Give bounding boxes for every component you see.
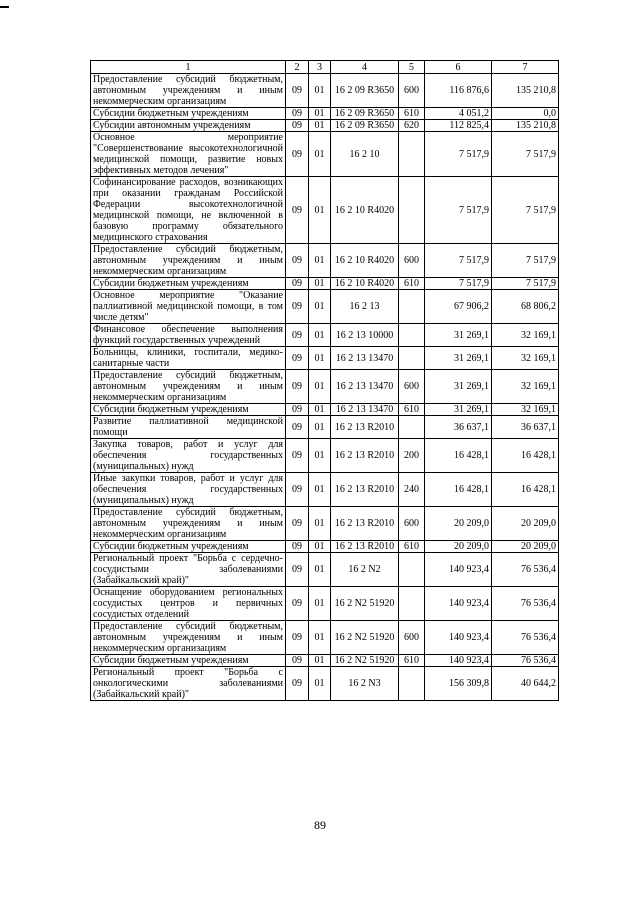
row-name-cell: Предоставление субсидий бюджетным, автономным учреждениям и иным некоммерческим организациям	[91, 244, 286, 278]
row-name-cell: Предоставление субсидий бюджетным, автономным учреждениям и иным некоммерческим организациям	[91, 621, 286, 655]
scan-edge-mark	[0, 6, 9, 8]
subsection-code-cell: 01	[309, 553, 331, 587]
expense-type-cell	[399, 587, 425, 621]
table-row	[91, 290, 559, 324]
table-row	[91, 404, 559, 416]
amount-year1-cell: 16 428,1	[425, 473, 492, 507]
target-article-cell: 16 2 10 R4020	[331, 244, 399, 278]
expense-type-cell	[399, 177, 425, 244]
target-article-cell: 16 2 13	[331, 290, 399, 324]
amount-year1-cell: 7 517,9	[425, 132, 492, 177]
subsection-code-cell: 01	[309, 439, 331, 473]
amount-year1-cell: 31 269,1	[425, 324, 492, 347]
row-name-cell: Оснащение оборудованием региональных сосудистых центров и первичных сосудистых отделений	[91, 587, 286, 621]
target-article-cell: 16 2 13 R2010	[331, 416, 399, 439]
amount-year2-cell: 7 517,9	[492, 278, 559, 290]
row-name-cell: Софинансирование расходов, возникающих при оказании гражданам Российской Федерации высокотехнологичной медицинской помощи, не включенной в базовую программу обязательного медицинского страхования	[91, 177, 286, 244]
section-code-cell: 09	[286, 473, 309, 507]
page-number: 89	[314, 818, 326, 832]
target-article-cell: 16 2 13 10000	[331, 324, 399, 347]
row-name-cell: Основное мероприятие "Совершенствование высокотехнологичной медицинской помощи, развитие новых эффективных методов лечения"	[91, 132, 286, 177]
section-code-cell: 09	[286, 244, 309, 278]
section-code-cell: 09	[286, 74, 309, 108]
table-row	[91, 655, 559, 667]
table-row	[91, 324, 559, 347]
target-article-cell: 16 2 N3	[331, 667, 399, 701]
subsection-code-cell: 01	[309, 278, 331, 290]
amount-year2-cell: 7 517,9	[492, 244, 559, 278]
row-name-cell: Субсидии бюджетным учреждениям	[91, 404, 286, 416]
row-name-cell: Региональный проект "Борьба с онкологическими заболеваниями (Забайкальский край)"	[91, 667, 286, 701]
subsection-code-cell: 01	[309, 507, 331, 541]
table-row	[91, 278, 559, 290]
amount-year1-cell: 140 923,4	[425, 655, 492, 667]
table-row	[91, 507, 559, 541]
expense-type-cell: 620	[399, 120, 425, 132]
amount-year2-cell: 20 209,0	[492, 541, 559, 553]
amount-year2-cell: 20 209,0	[492, 507, 559, 541]
row-name-cell: Предоставление субсидий бюджетным, автономным учреждениям и иным некоммерческим организациям	[91, 74, 286, 108]
column-header: 2	[286, 61, 309, 74]
expense-type-cell: 600	[399, 507, 425, 541]
amount-year1-cell: 7 517,9	[425, 278, 492, 290]
table-row	[91, 439, 559, 473]
expense-type-cell: 610	[399, 404, 425, 416]
section-code-cell: 09	[286, 553, 309, 587]
table-row	[91, 370, 559, 404]
row-name-cell: Больницы, клиники, госпитали, медико-санитарные части	[91, 347, 286, 370]
expense-type-cell	[399, 347, 425, 370]
amount-year1-cell: 31 269,1	[425, 404, 492, 416]
subsection-code-cell: 01	[309, 177, 331, 244]
section-code-cell: 09	[286, 132, 309, 177]
subsection-code-cell: 01	[309, 473, 331, 507]
subsection-code-cell: 01	[309, 587, 331, 621]
target-article-cell: 16 2 09 R3650	[331, 120, 399, 132]
row-name-cell: Субсидии бюджетным учреждениям	[91, 655, 286, 667]
subsection-code-cell: 01	[309, 541, 331, 553]
row-name-cell: Иные закупки товаров, работ и услуг для обеспечения государственных (муниципальных) нужд	[91, 473, 286, 507]
row-name-cell: Субсидии бюджетным учреждениям	[91, 278, 286, 290]
amount-year1-cell: 156 309,8	[425, 667, 492, 701]
amount-year1-cell: 31 269,1	[425, 370, 492, 404]
table-row	[91, 553, 559, 587]
row-name-cell: Финансовое обеспечение выполнения функций государственных учреждений	[91, 324, 286, 347]
section-code-cell: 09	[286, 108, 309, 120]
target-article-cell: 16 2 N2 51920	[331, 621, 399, 655]
table-row	[91, 244, 559, 278]
subsection-code-cell: 01	[309, 132, 331, 177]
amount-year2-cell: 76 536,4	[492, 621, 559, 655]
amount-year2-cell: 32 169,1	[492, 370, 559, 404]
amount-year2-cell: 135 210,8	[492, 120, 559, 132]
expense-type-cell	[399, 290, 425, 324]
section-code-cell: 09	[286, 621, 309, 655]
target-article-cell: 16 2 13 R2010	[331, 473, 399, 507]
amount-year2-cell: 76 536,4	[492, 587, 559, 621]
section-code-cell: 09	[286, 324, 309, 347]
expense-type-cell: 600	[399, 74, 425, 108]
target-article-cell: 16 2 13 R2010	[331, 439, 399, 473]
target-article-cell: 16 2 09 R3650	[331, 74, 399, 108]
amount-year1-cell: 112 825,4	[425, 120, 492, 132]
column-header: 7	[492, 61, 559, 74]
target-article-cell: 16 2 10	[331, 132, 399, 177]
table-row	[91, 667, 559, 701]
amount-year1-cell: 31 269,1	[425, 347, 492, 370]
amount-year1-cell: 140 923,4	[425, 553, 492, 587]
section-code-cell: 09	[286, 416, 309, 439]
expense-type-cell: 610	[399, 278, 425, 290]
section-code-cell: 09	[286, 507, 309, 541]
amount-year1-cell: 20 209,0	[425, 541, 492, 553]
section-code-cell: 09	[286, 439, 309, 473]
table-row	[91, 416, 559, 439]
section-code-cell: 09	[286, 541, 309, 553]
subsection-code-cell: 01	[309, 621, 331, 655]
row-name-cell: Субсидии бюджетным учреждениям	[91, 108, 286, 120]
expense-type-cell	[399, 416, 425, 439]
amount-year1-cell: 116 876,6	[425, 74, 492, 108]
amount-year1-cell: 7 517,9	[425, 244, 492, 278]
section-code-cell: 09	[286, 177, 309, 244]
table-row	[91, 621, 559, 655]
amount-year2-cell: 0,0	[492, 108, 559, 120]
row-name-cell: Предоставление субсидий бюджетным, автономным учреждениям и иным некоммерческим организациям	[91, 507, 286, 541]
subsection-code-cell: 01	[309, 347, 331, 370]
table-row	[91, 120, 559, 132]
expense-type-cell: 600	[399, 244, 425, 278]
table-row	[91, 177, 559, 244]
amount-year1-cell: 36 637,1	[425, 416, 492, 439]
target-article-cell: 16 2 N2 51920	[331, 655, 399, 667]
column-header: 1	[91, 61, 286, 74]
amount-year2-cell: 16 428,1	[492, 439, 559, 473]
target-article-cell: 16 2 13 R2010	[331, 507, 399, 541]
target-article-cell: 16 2 09 R3650	[331, 108, 399, 120]
column-header: 3	[309, 61, 331, 74]
table-row	[91, 132, 559, 177]
subsection-code-cell: 01	[309, 655, 331, 667]
target-article-cell: 16 2 13 R2010	[331, 541, 399, 553]
subsection-code-cell: 01	[309, 244, 331, 278]
amount-year1-cell: 20 209,0	[425, 507, 492, 541]
column-header: 4	[331, 61, 399, 74]
target-article-cell: 16 2 N2 51920	[331, 587, 399, 621]
expense-type-cell: 600	[399, 370, 425, 404]
amount-year1-cell: 140 923,4	[425, 621, 492, 655]
section-code-cell: 09	[286, 404, 309, 416]
row-name-cell: Региональный проект "Борьба с сердечно-сосудистыми заболеваниями (Забайкальский край)"	[91, 553, 286, 587]
section-code-cell: 09	[286, 278, 309, 290]
expense-type-cell: 610	[399, 108, 425, 120]
subsection-code-cell: 01	[309, 416, 331, 439]
expense-type-cell: 200	[399, 439, 425, 473]
amount-year2-cell: 32 169,1	[492, 324, 559, 347]
expense-type-cell: 610	[399, 655, 425, 667]
row-name-cell: Развитие паллиативной медицинской помощи	[91, 416, 286, 439]
header-row	[91, 61, 559, 74]
section-code-cell: 09	[286, 655, 309, 667]
expense-type-cell	[399, 132, 425, 177]
section-code-cell: 09	[286, 347, 309, 370]
table-row	[91, 541, 559, 553]
expense-type-cell: 240	[399, 473, 425, 507]
target-article-cell: 16 2 10 R4020	[331, 177, 399, 244]
table-row	[91, 473, 559, 507]
target-article-cell: 16 2 N2	[331, 553, 399, 587]
table-row	[91, 587, 559, 621]
subsection-code-cell: 01	[309, 370, 331, 404]
row-name-cell: Субсидии автономным учреждениям	[91, 120, 286, 132]
row-name-cell: Предоставление субсидий бюджетным, автономным учреждениям и иным некоммерческим организациям	[91, 370, 286, 404]
subsection-code-cell: 01	[309, 108, 331, 120]
column-header: 5	[399, 61, 425, 74]
subsection-code-cell: 01	[309, 290, 331, 324]
amount-year1-cell: 67 906,2	[425, 290, 492, 324]
target-article-cell: 16 2 13 13470	[331, 370, 399, 404]
amount-year2-cell: 68 806,2	[492, 290, 559, 324]
amount-year2-cell: 36 637,1	[492, 416, 559, 439]
expense-type-cell	[399, 553, 425, 587]
expense-type-cell	[399, 667, 425, 701]
target-article-cell: 16 2 13 13470	[331, 404, 399, 416]
row-name-cell: Субсидии бюджетным учреждениям	[91, 541, 286, 553]
amount-year2-cell: 7 517,9	[492, 132, 559, 177]
subsection-code-cell: 01	[309, 74, 331, 108]
row-name-cell: Основное мероприятие "Оказание паллиативной медицинской помощи, в том числе детям"	[91, 290, 286, 324]
table-row	[91, 347, 559, 370]
amount-year2-cell: 76 536,4	[492, 655, 559, 667]
subsection-code-cell: 01	[309, 120, 331, 132]
amount-year2-cell: 32 169,1	[492, 347, 559, 370]
amount-year1-cell: 7 517,9	[425, 177, 492, 244]
amount-year2-cell: 76 536,4	[492, 553, 559, 587]
table-row	[91, 108, 559, 120]
amount-year2-cell: 7 517,9	[492, 177, 559, 244]
subsection-code-cell: 01	[309, 667, 331, 701]
row-name-cell: Закупка товаров, работ и услуг для обеспечения государственных (муниципальных) нужд	[91, 439, 286, 473]
budget-table	[90, 60, 559, 701]
section-code-cell: 09	[286, 120, 309, 132]
amount-year2-cell: 135 210,8	[492, 74, 559, 108]
section-code-cell: 09	[286, 290, 309, 324]
amount-year1-cell: 16 428,1	[425, 439, 492, 473]
table-row	[91, 74, 559, 108]
section-code-cell: 09	[286, 370, 309, 404]
expense-type-cell: 610	[399, 541, 425, 553]
amount-year2-cell: 32 169,1	[492, 404, 559, 416]
expense-type-cell	[399, 324, 425, 347]
column-header: 6	[425, 61, 492, 74]
amount-year2-cell: 40 644,2	[492, 667, 559, 701]
expense-type-cell: 600	[399, 621, 425, 655]
subsection-code-cell: 01	[309, 324, 331, 347]
subsection-code-cell: 01	[309, 404, 331, 416]
amount-year1-cell: 4 051,2	[425, 108, 492, 120]
target-article-cell: 16 2 10 R4020	[331, 278, 399, 290]
section-code-cell: 09	[286, 667, 309, 701]
amount-year2-cell: 16 428,1	[492, 473, 559, 507]
target-article-cell: 16 2 13 13470	[331, 347, 399, 370]
section-code-cell: 09	[286, 587, 309, 621]
amount-year1-cell: 140 923,4	[425, 587, 492, 621]
